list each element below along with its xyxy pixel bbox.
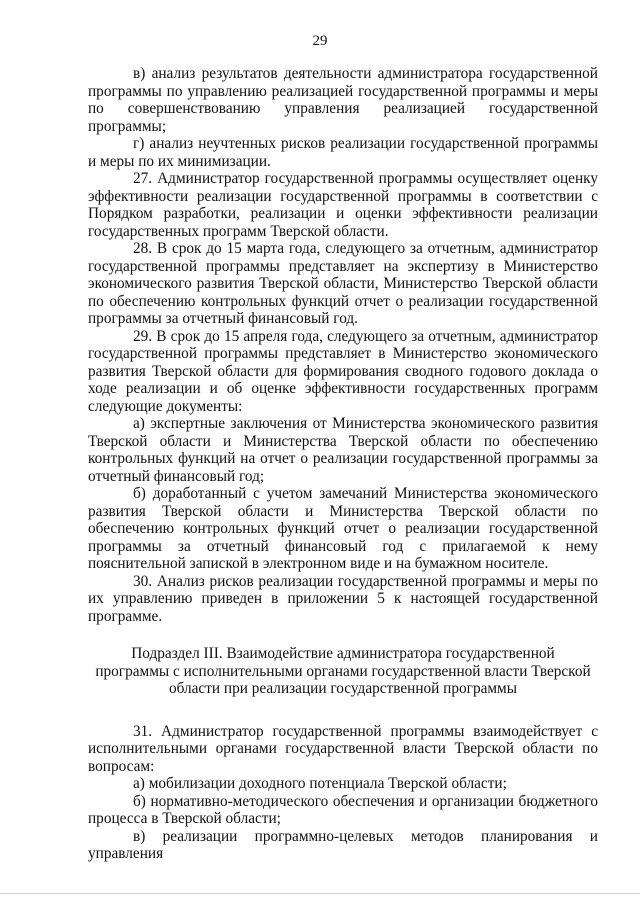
- paragraph-28: 28. В срок до 15 марта года, следующего за отчетным, администратор государственной программы представляет на экспертизу в Министерство экономического развития Тверской области, Министерство Тверской области по обеспечению контрольных функций отчет о реализации государственной программы за отчетный финансовый год.: [88, 240, 598, 327]
- subsection-heading: Подраздел III. Взаимодействие администратора государственной программы с исполнительными органами государственной власти Тверской области при реализации государственной программы: [95, 645, 591, 697]
- paragraph-29-a: а) экспертные заключения от Министерства экономического развития Тверской области и Министерства Тверской области по обеспечению контрольных функций на отчет о реализации государственной программы за отчетный финансовый год;: [88, 415, 598, 485]
- paragraph-27: 27. Администратор государственной программы осуществляет оценку эффективности реализации государственной программы в соответствии с Порядком разработки, реализации и оценки эффективности реализации государственных программ Тверской области.: [88, 170, 598, 240]
- page-number: 29: [312, 33, 328, 49]
- paragraph-31-v: в) реализации программно-целевых методов планирования и управления: [88, 827, 598, 862]
- paragraph-30: 30. Анализ рисков реализации государственной программы и меры по их управлению приведен в приложении 5 к настоящей государственной программе.: [88, 572, 598, 625]
- paragraph-29-b: б) доработанный с учетом замечаний Министерства экономического развития Тверской области и Министерства Тверской области по обеспечению контрольных функций отчет о реализации государственной программы за отчетный финансовый год с прилагаемой к нему пояснительной запиской в электронном виде и на бумажном носителе.: [88, 485, 598, 572]
- paragraph-item-g: г) анализ неучтенных рисков реализации государственной программы и меры по их минимизации.: [88, 135, 598, 170]
- paragraph-31: 31. Администратор государственной программы взаимодействует с исполнительными органами государственной власти Тверской области по вопросам:: [88, 722, 598, 775]
- paragraph-item-v: в) анализ результатов деятельности администратора государственной программы по управлению реализацией государственной программы и меры по совершенствованию управления реализацией государственной программы;: [88, 65, 598, 135]
- paragraph-31-a: а) мобилизации доходного потенциала Тверской области;: [133, 775, 507, 792]
- paragraph-31-b: б) нормативно-методического обеспечения и организации бюджетного процесса в Тверской области;: [88, 792, 598, 827]
- scan-edge-line: [0, 893, 640, 894]
- document-body: [88, 65, 598, 863]
- paragraph-29: 29. В срок до 15 апреля года, следующего за отчетным, администратор государственной программы представляет в Министерство экономического развития Тверской области для формирования сводного годового доклада о ходе реализации и об оценке эффективности государственных программ следующие документы:: [88, 327, 598, 415]
